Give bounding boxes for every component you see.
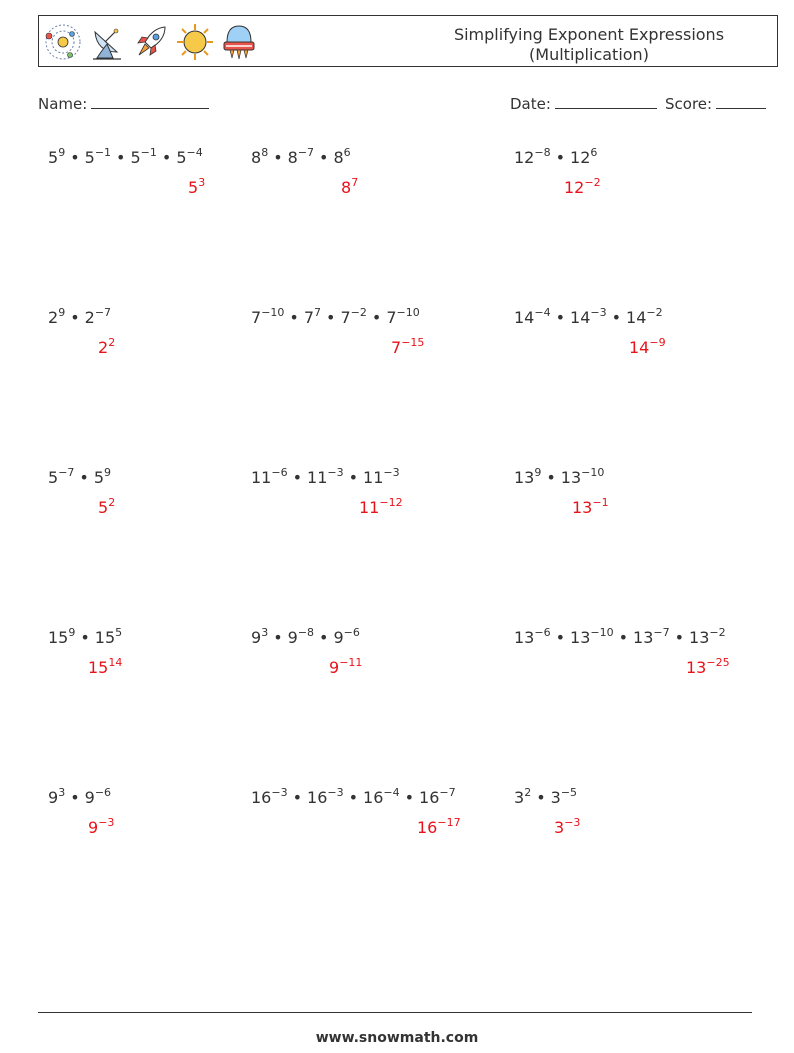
- multiply-dot: •: [618, 628, 629, 647]
- power-base: 7: [303, 308, 315, 327]
- power-exponent: −3: [98, 816, 115, 829]
- power-base: 5: [48, 148, 59, 167]
- problem-answer: [564, 178, 601, 197]
- multiply-dot: •: [404, 788, 415, 807]
- power-exponent: 14: [108, 656, 123, 669]
- problem-5: [251, 306, 425, 357]
- problem-answer: [629, 338, 666, 357]
- multiply-dot: •: [273, 628, 283, 647]
- power-base: 2: [48, 308, 59, 327]
- power-exponent: −10: [261, 306, 285, 319]
- problem-expression: [251, 628, 360, 647]
- power-exponent: −10: [581, 466, 605, 479]
- multiply-dot: •: [70, 788, 80, 807]
- power-base: 11: [359, 498, 380, 517]
- power-base: 2: [84, 308, 95, 327]
- multiply-dot: •: [326, 308, 336, 327]
- power-base: 15: [94, 628, 116, 647]
- power-exponent: 9: [104, 466, 112, 479]
- power-base: 13: [686, 658, 707, 677]
- problem-13: [48, 786, 115, 837]
- problem-12: [514, 626, 730, 677]
- name-blank-line[interactable]: [91, 94, 209, 109]
- satellite-dish-icon: [87, 20, 127, 64]
- power-base: 7: [386, 308, 397, 327]
- problem-answer: [329, 658, 362, 677]
- problem-4: [48, 306, 116, 357]
- problem-15: [514, 786, 581, 837]
- power-base: 3: [514, 788, 525, 807]
- multiply-dot: •: [70, 308, 80, 327]
- name-field[interactable]: [38, 94, 209, 113]
- problem-3: [514, 146, 601, 197]
- problem-expression: [514, 468, 604, 487]
- power-exponent: 9: [58, 306, 66, 319]
- power-exponent: −25: [706, 656, 730, 669]
- problem-answer: [359, 498, 403, 517]
- multiply-dot: •: [161, 148, 172, 167]
- power-base: 9: [88, 818, 99, 837]
- power-exponent: −10: [396, 306, 420, 319]
- power-exponent: −7: [439, 786, 456, 799]
- power-exponent: −6: [343, 626, 360, 639]
- date-label: Date:: [510, 95, 551, 113]
- problem-expression: [48, 788, 111, 807]
- score-blank-line[interactable]: [716, 94, 766, 109]
- worksheet-title: [429, 25, 749, 65]
- problem-expression: [48, 628, 122, 647]
- power-base: 5: [48, 468, 59, 487]
- power-exponent: −4: [186, 146, 203, 159]
- power-base: 11: [251, 468, 272, 487]
- problem-9: [514, 466, 609, 517]
- power-base: 7: [340, 308, 351, 327]
- power-exponent: −7: [653, 626, 670, 639]
- power-base: 5: [84, 148, 95, 167]
- problem-answer: [391, 338, 424, 357]
- multiply-dot: •: [273, 148, 283, 167]
- power-base: 9: [48, 788, 59, 807]
- power-base: 13: [514, 628, 535, 647]
- power-base: 16: [363, 788, 384, 807]
- power-exponent: −2: [646, 306, 663, 319]
- multiply-dot: •: [555, 148, 566, 167]
- multiply-dot: •: [292, 468, 303, 487]
- problem-expression: [48, 308, 111, 327]
- problem-answer: [88, 818, 114, 837]
- power-base: 9: [251, 628, 262, 647]
- power-exponent: −2: [350, 306, 367, 319]
- power-exponent: −6: [94, 786, 112, 799]
- multiply-dot: •: [611, 308, 622, 327]
- icon-strip: [43, 20, 259, 64]
- power-base: 2: [98, 338, 109, 357]
- power-exponent: −15: [401, 336, 425, 349]
- problem-expression: [251, 308, 420, 327]
- power-exponent: −7: [94, 306, 112, 319]
- power-base: 8: [251, 148, 262, 167]
- power-exponent: −8: [534, 146, 551, 159]
- multiply-dot: •: [319, 628, 329, 647]
- spaceship-icon: [219, 20, 259, 64]
- power-base: 9: [287, 628, 298, 647]
- problem-answer: [554, 818, 580, 837]
- power-base: 5: [93, 468, 105, 487]
- header-box: [38, 15, 778, 67]
- power-exponent: 7: [314, 306, 322, 319]
- date-blank-line[interactable]: [555, 94, 657, 109]
- power-base: 7: [251, 308, 262, 327]
- power-base: 7: [391, 338, 402, 357]
- power-exponent: −10: [590, 626, 614, 639]
- power-exponent: 2: [108, 496, 116, 509]
- power-base: 13: [572, 498, 593, 517]
- power-base: 5: [98, 498, 109, 517]
- power-exponent: −1: [94, 146, 112, 159]
- power-base: 13: [689, 628, 710, 647]
- power-base: 14: [626, 308, 647, 327]
- multiply-dot: •: [70, 148, 80, 167]
- power-base: 9: [329, 658, 340, 677]
- problem-answer: [417, 818, 461, 837]
- score-label: Score:: [665, 95, 713, 113]
- multiply-dot: •: [555, 308, 566, 327]
- power-exponent: −6: [534, 626, 551, 639]
- problem-answer: [188, 178, 205, 197]
- problem-expression: [251, 148, 351, 167]
- power-exponent: 7: [351, 176, 359, 189]
- solar-system-icon: [43, 20, 83, 64]
- power-exponent: −2: [584, 176, 601, 189]
- problem-14: [251, 786, 461, 837]
- multiply-dot: •: [319, 148, 329, 167]
- power-exponent: −1: [140, 146, 157, 159]
- date-field[interactable]: [510, 94, 657, 113]
- power-base: 9: [333, 628, 344, 647]
- power-exponent: −9: [649, 336, 666, 349]
- power-base: 12: [514, 148, 535, 167]
- sun-icon: [175, 20, 215, 64]
- problem-expression: [514, 308, 663, 327]
- footer-url[interactable]: www.snowmath.com: [315, 1030, 479, 1046]
- multiply-dot: •: [371, 308, 382, 327]
- power-base: 5: [130, 148, 141, 167]
- multiply-dot: •: [555, 628, 566, 647]
- power-exponent: −8: [297, 626, 315, 639]
- power-exponent: 5: [115, 626, 123, 639]
- title-line-2: (Multiplication): [529, 45, 649, 64]
- power-base: 8: [341, 178, 352, 197]
- power-exponent: −3: [327, 466, 344, 479]
- power-exponent: 8: [261, 146, 269, 159]
- problem-expression: [48, 148, 203, 167]
- power-base: 12: [570, 148, 591, 167]
- power-base: 13: [560, 468, 582, 487]
- multiply-dot: •: [536, 788, 546, 807]
- power-base: 14: [629, 338, 650, 357]
- name-label: Name:: [38, 95, 88, 113]
- power-base: 15: [88, 658, 109, 677]
- problem-expression: [514, 148, 597, 167]
- multiply-dot: •: [674, 628, 685, 647]
- power-base: 3: [550, 788, 561, 807]
- problem-expression: [251, 468, 400, 487]
- problem-answer: [686, 658, 730, 677]
- rocket-icon: [131, 20, 171, 64]
- power-base: 9: [84, 788, 95, 807]
- power-exponent: −7: [297, 146, 315, 159]
- power-exponent: 9: [534, 466, 542, 479]
- power-base: 13: [514, 468, 535, 487]
- power-exponent: 2: [524, 786, 532, 799]
- power-exponent: −3: [327, 786, 344, 799]
- power-base: 8: [333, 148, 344, 167]
- footer-divider: [38, 1012, 752, 1013]
- problem-8: [251, 466, 403, 517]
- power-base: 15: [48, 628, 69, 647]
- multiply-dot: •: [546, 468, 556, 487]
- power-base: 13: [570, 628, 591, 647]
- power-base: 5: [176, 148, 187, 167]
- multiply-dot: •: [289, 308, 299, 327]
- power-base: 16: [307, 788, 328, 807]
- multiply-dot: •: [116, 148, 126, 167]
- power-exponent: −12: [379, 496, 403, 509]
- problem-answer: [98, 338, 115, 357]
- power-base: 13: [633, 628, 654, 647]
- power-exponent: −1: [592, 496, 609, 509]
- power-base: 3: [554, 818, 565, 837]
- power-exponent: −7: [58, 466, 75, 479]
- problem-expression: [251, 788, 456, 807]
- power-exponent: −4: [534, 306, 551, 319]
- problem-6: [514, 306, 666, 357]
- power-base: 14: [570, 308, 591, 327]
- multiply-dot: •: [79, 468, 89, 487]
- power-exponent: 9: [58, 146, 66, 159]
- multiply-dot: •: [348, 788, 359, 807]
- power-exponent: −5: [560, 786, 578, 799]
- problem-expression: [514, 628, 726, 647]
- multiply-dot: •: [292, 788, 303, 807]
- power-base: 16: [417, 818, 438, 837]
- power-exponent: 2: [108, 336, 116, 349]
- problem-expression: [514, 788, 577, 807]
- score-field[interactable]: [665, 94, 766, 113]
- power-exponent: 6: [343, 146, 351, 159]
- problem-7: [48, 466, 116, 517]
- power-exponent: −11: [339, 656, 363, 669]
- title-line-1: Simplifying Exponent Expressions: [453, 25, 725, 44]
- problem-answer: [341, 178, 358, 197]
- power-exponent: 9: [68, 626, 76, 639]
- power-base: 16: [419, 788, 440, 807]
- power-exponent: −3: [271, 786, 288, 799]
- power-exponent: 3: [58, 786, 66, 799]
- multiply-dot: •: [348, 468, 359, 487]
- power-exponent: 6: [590, 146, 598, 159]
- power-base: 12: [564, 178, 585, 197]
- power-exponent: −6: [271, 466, 288, 479]
- problem-2: [251, 146, 359, 197]
- power-exponent: −3: [564, 816, 581, 829]
- multiply-dot: •: [80, 628, 90, 647]
- power-base: 16: [251, 788, 272, 807]
- problem-11: [251, 626, 363, 677]
- problem-10: [48, 626, 123, 677]
- power-exponent: −2: [709, 626, 726, 639]
- power-exponent: −17: [437, 816, 461, 829]
- power-exponent: 3: [261, 626, 269, 639]
- power-base: 8: [287, 148, 298, 167]
- power-exponent: −3: [383, 466, 400, 479]
- power-base: 5: [188, 178, 199, 197]
- power-base: 14: [514, 308, 535, 327]
- power-exponent: 3: [198, 176, 206, 189]
- power-exponent: −3: [590, 306, 607, 319]
- problem-expression: [48, 468, 111, 487]
- problem-answer: [88, 658, 122, 677]
- problem-answer: [572, 498, 609, 517]
- power-exponent: −4: [383, 786, 400, 799]
- problem-answer: [98, 498, 115, 517]
- problem-1: [48, 146, 206, 197]
- power-base: 11: [307, 468, 328, 487]
- power-base: 11: [363, 468, 384, 487]
